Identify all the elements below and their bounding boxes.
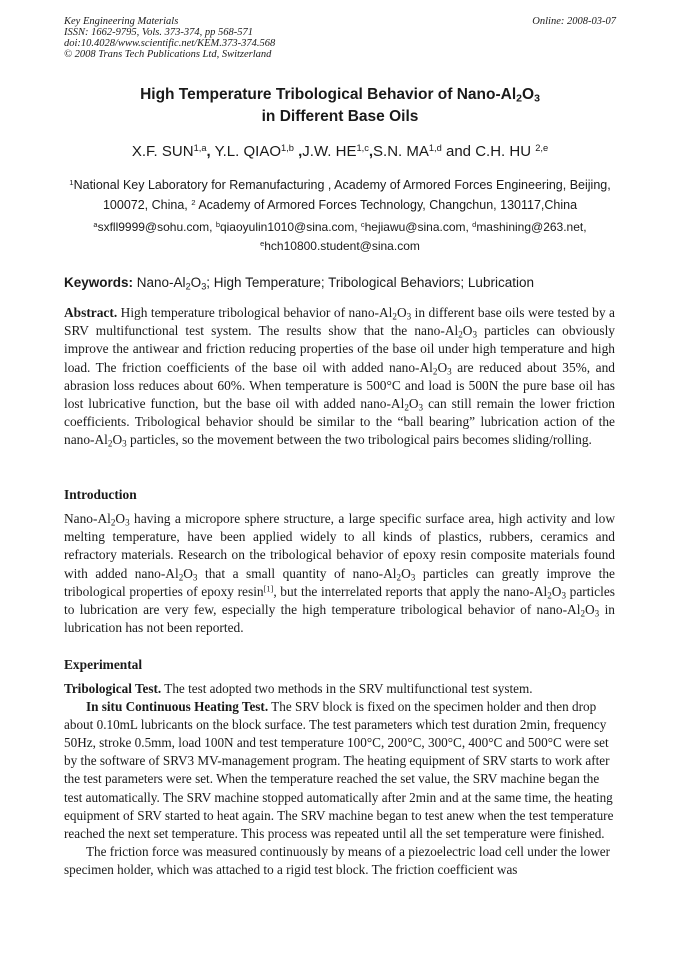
author-name: X.F. SUN <box>131 143 194 160</box>
chem-text: O <box>183 565 193 581</box>
title-text: High Temperature Tribological Behavior of Nano-Al <box>140 86 517 103</box>
abstract-label: Abstract. <box>64 305 118 320</box>
chem-subscript: 3 <box>406 311 412 322</box>
email-marker: d <box>472 219 477 229</box>
email-address: hch10800.student@sina.com <box>264 239 420 253</box>
email-address: sxfll9999@sohu.com, <box>97 220 216 234</box>
chem-text: O <box>462 323 473 339</box>
intro-text: Nano-Al <box>64 511 111 526</box>
chem-text: O <box>112 432 123 448</box>
chem-subscript: 2 <box>458 329 463 340</box>
experimental-body <box>64 680 617 879</box>
doi-line: doi:10.4028/www.scientific.net/KEM.373-374.568 <box>64 38 276 49</box>
abstract-text: in different base oils were tested by a SRV multifunctional test system. The results show that the nano-Al <box>64 305 615 339</box>
author-emails <box>64 218 616 256</box>
journal-name: Key Engineering Materials <box>64 16 179 27</box>
chem-subscript: 3 <box>201 281 207 292</box>
chem-text: O <box>437 359 448 375</box>
chem-text: O <box>585 602 595 618</box>
run-in-heading: In situ Continuous Heating Test. <box>86 699 269 715</box>
email-marker: a <box>93 219 98 229</box>
paragraph-in-situ-heating <box>64 698 617 843</box>
abstract-text: particles can obviously improve the antiwear and friction reducing properties of the base oil under high temperature and high load. The friction coefficients of the base oil with added nano-Al <box>64 323 615 375</box>
affiliation-text: Academy of Armored Forces Technology, Changchun, 130117,China <box>195 198 578 212</box>
abstract <box>64 304 615 450</box>
paragraph-text: The test adopted two methods in the SRV multifunctional test system. <box>161 681 533 696</box>
author-separator: and <box>441 143 476 160</box>
copyright-line: © 2008 Trans Tech Publications Ltd, Switzerland <box>64 49 272 60</box>
chem-subscript: 2 <box>185 281 191 292</box>
affiliations <box>64 175 616 215</box>
author-superscript: 1,a <box>193 142 207 153</box>
chem-subscript: 3 <box>122 438 127 449</box>
chem-subscript: 3 <box>447 365 452 376</box>
chem-subscript: 2 <box>392 311 397 322</box>
intro-text: that a small quantity of nano-Al <box>197 565 397 581</box>
paper-title <box>64 84 616 128</box>
author-superscript: 1,c <box>356 142 369 153</box>
author-separator: , <box>368 143 374 160</box>
intro-text: , but the interrelated reports that apply the nano-Al <box>273 583 548 599</box>
title-line-2: in Different Base Oils <box>261 108 419 125</box>
paragraph-text: The SRV block is fixed on the specimen holder and then drop about 0.10mL lubricants on the block surface. The test parameters which test duration 2min, frequency 50Hz, stroke 0.5mm, load 100N and test temperature 100°C, 200°C, 300°C, 400°C and 500°C were set by the software of SRV3 MV-management program. The heating equipment of SRV starts to work after the test parameters were set. When the temperature reached the set value, the SRV machine began the test automatically. The SRV machine stopped automatically after 2min and at the same time, the heating equipment of SRV started to heat again. The SRV machine began to test anew when the test temperature reached the next set temperature. This process was repeated until all the set temperature were finished. <box>64 699 614 841</box>
run-in-heading: Tribological Test. <box>64 681 162 696</box>
issn-line: ISSN: 1662-9795, Vols. 373-374, pp 568-571 <box>64 27 253 38</box>
chem-subscript: 2 <box>404 402 409 413</box>
keywords <box>64 274 616 292</box>
author-list <box>64 142 616 162</box>
title-subscript: 3 <box>534 92 540 105</box>
chem-subscript: 3 <box>561 590 567 601</box>
chem-subscript: 3 <box>125 517 130 528</box>
email-address: qiaoyulin1010@sina.com, <box>219 220 361 234</box>
abstract-text: are reduced about 35%, and abrasion loss reduces about 60%. When temperature is 500°C and load is 500N the pure base oil has lost lubricative function, but the base oil with added nano-Al <box>64 359 615 412</box>
affiliation-marker: 1 <box>69 177 74 187</box>
citation-ref[interactable]: [1] <box>263 584 274 594</box>
chem-subscript: 3 <box>410 571 416 582</box>
abstract-text: High temperature tribological behavior of nano-Al <box>117 305 393 320</box>
chem-subscript: 2 <box>547 590 552 601</box>
author-superscript: 2,e <box>535 142 549 153</box>
affiliation-text: National Key Laboratory for Remanufacturing , Academy of Armored Forces Engineering, Beijing, 100072, China, <box>73 178 611 212</box>
author-name: J.W. HE <box>302 143 357 160</box>
email-address: mashining@263.net, <box>476 220 587 234</box>
paragraph-text: The friction force was measured continuously by means of a piezoelectric load cell under the lower specimen holder, which was attached to a rigid test block. The friction coefficient was <box>64 843 610 877</box>
online-date: Online: 2008-03-07 <box>532 16 616 27</box>
paragraph-friction-force <box>64 843 617 879</box>
chem-text: O <box>551 583 562 599</box>
introduction-body <box>64 510 615 637</box>
email-marker: c <box>360 219 365 229</box>
chem-text: O <box>396 305 407 320</box>
chem-subscript: 2 <box>178 571 184 582</box>
author-name: S.N. MA <box>373 143 429 160</box>
abstract-text: can still remain the lower friction coefficients. Tribological behavior should be similar to the “ball bearing” lubrication action of the nano-Al <box>64 396 616 448</box>
paragraph-tribological-test <box>64 680 617 698</box>
chem-text: O <box>408 396 419 412</box>
author-separator: , <box>293 143 303 160</box>
chem-text: O <box>115 511 126 526</box>
keyword-text: ; High Temperature; Tribological Behaviors; Lubrication <box>206 275 534 290</box>
keywords-label: Keywords: <box>64 275 134 290</box>
email-address: hejiawu@sina.com, <box>364 220 473 234</box>
intro-text: in lubrication has not been reported. <box>64 602 615 636</box>
abstract-text: particles, so the movement between the two tribological pairs becomes sliding/rolling. <box>126 432 592 448</box>
affiliation-marker: 2 <box>191 197 196 207</box>
keyword-text: O <box>190 275 202 290</box>
chem-subscript: 3 <box>192 571 198 582</box>
author-name: Y.L. QIAO <box>210 143 281 160</box>
section-heading-introduction: Introduction <box>64 487 137 502</box>
author-superscript: 1,b <box>281 142 294 153</box>
author-superscript: 1,d <box>428 142 442 153</box>
keyword-text: Nano-Al <box>133 275 186 290</box>
section-heading-experimental: Experimental <box>64 657 143 672</box>
intro-text: having a micropore sphere structure, a large specific surface area, high activity and low melting temperature, have been applied widely to all kinds of plastics, rubbers, ceramics and refractory materials. Research on the tribological behavior of epoxy resin composite materials found with added nano-Al <box>64 511 615 581</box>
chem-subscript: 2 <box>580 608 585 619</box>
chem-subscript: 2 <box>110 517 116 528</box>
email-marker: e <box>260 238 265 248</box>
intro-text: particles can greatly improve the tribological properties of epoxy resin <box>64 565 615 599</box>
chem-subscript: 3 <box>418 402 424 413</box>
journal-header <box>64 16 616 60</box>
author-separator: , <box>206 143 211 160</box>
author-name: C.H. HU <box>475 143 536 160</box>
chem-text: O <box>401 565 411 581</box>
chem-subscript: 2 <box>107 438 113 449</box>
intro-text: particles to lubrication are very few, especially the high temperature tribological behavior of nano-Al <box>64 583 615 618</box>
chem-subscript: 3 <box>594 608 600 619</box>
title-subscript: 2 <box>516 92 522 105</box>
chem-subscript: 2 <box>396 571 402 582</box>
chem-subscript: 2 <box>432 365 438 376</box>
email-marker: b <box>215 219 220 229</box>
chem-subscript: 3 <box>472 329 478 340</box>
title-text: O <box>522 86 535 103</box>
